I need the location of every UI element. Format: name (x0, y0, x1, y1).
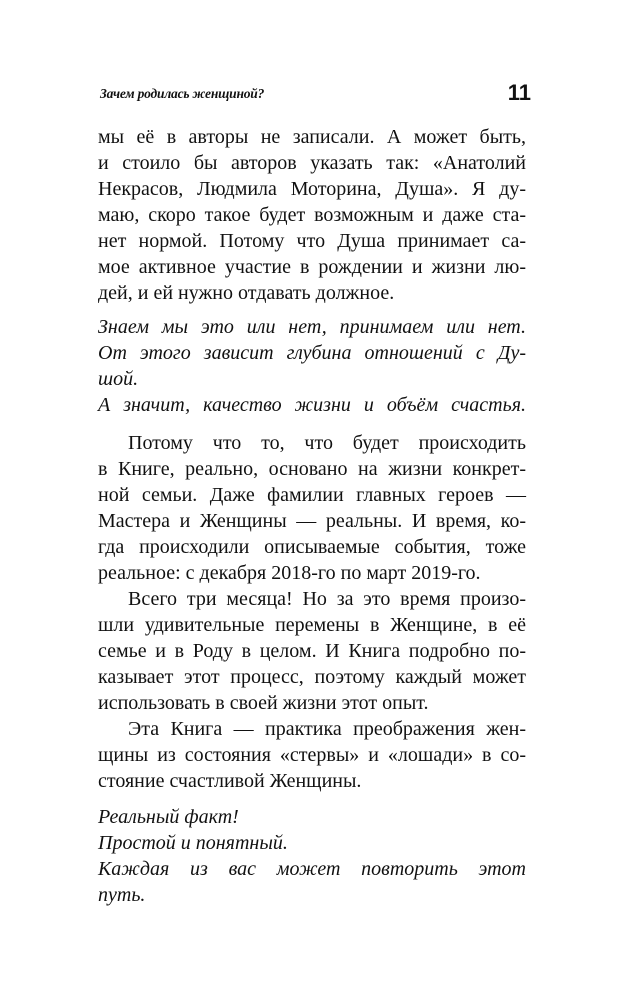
text-line: ной семьи. Даже фамилии главных героев — (98, 484, 526, 506)
quote-line: путь. (98, 884, 146, 906)
quote-block-2 (98, 804, 526, 908)
text-line: в Книге, реально, основано на жизни конкрет- (98, 458, 526, 480)
paragraph-3 (98, 586, 526, 716)
text-line: Некрасов, Людмила Моторина, Душа». Я ду- (98, 178, 526, 200)
text-line: шли удивительные перемены в Женщине, в её (98, 614, 526, 636)
text-line: реальное: с декабря 2018-го по март 2019-го. (98, 562, 481, 584)
text-line: семье и в Роду в целом. И Книга подробно по- (98, 640, 526, 662)
text-line: щины из состояния «стервы» и «лошади» в со- (98, 744, 526, 766)
text-line: Потому что то, что будет происходить (128, 432, 526, 454)
text-line: мы её в авторы не записали. А может быть, (98, 126, 526, 148)
page-number: 11 (507, 80, 531, 105)
text-line: Эта Книга — практика преображения жен- (128, 718, 526, 740)
text-line: казывает этот процесс, поэтому каждый может (98, 666, 526, 688)
paragraph-2 (98, 430, 526, 586)
quote-line: Каждая из вас может повторить этот (98, 858, 526, 880)
quote-line: Простой и понятный. (98, 832, 288, 854)
text-line: стояние счастливой Женщины. (98, 770, 362, 792)
quote-block-1 (98, 314, 526, 418)
quote-line: Реальный факт! (98, 806, 239, 828)
quote-line: Знаем мы это или нет, принимаем или нет. (98, 316, 526, 338)
quote-line: шой. (98, 368, 139, 390)
text-line: мое активное участие в рождении и жизни лю- (98, 256, 526, 278)
paragraph-4 (98, 716, 526, 794)
text-line: Мастера и Женщины — реальны. И время, ко- (98, 510, 526, 532)
text-line: гда происходили описываемые события, тоже (98, 536, 526, 558)
quote-line: От этого зависит глубина отношений с Ду- (98, 342, 526, 364)
text-line: маю, скоро такое будет возможным и даже ста- (98, 204, 526, 226)
quote-line: А значит, качество жизни и объём счастья. (98, 394, 526, 416)
text-line: Всего три месяца! Но за это время произо- (128, 588, 526, 610)
text-line: дей, и ей нужно отдавать должное. (98, 282, 395, 304)
running-title: Зачем родилась женщиной? (100, 86, 265, 101)
text-line: и стоило бы авторов указать так: «Анатолий (98, 152, 526, 174)
text-line: нет нормой. Потому что Душа принимает са- (98, 230, 526, 252)
text-line: использовать в своей жизни этот опыт. (98, 692, 429, 714)
paragraph-1 (98, 124, 526, 306)
